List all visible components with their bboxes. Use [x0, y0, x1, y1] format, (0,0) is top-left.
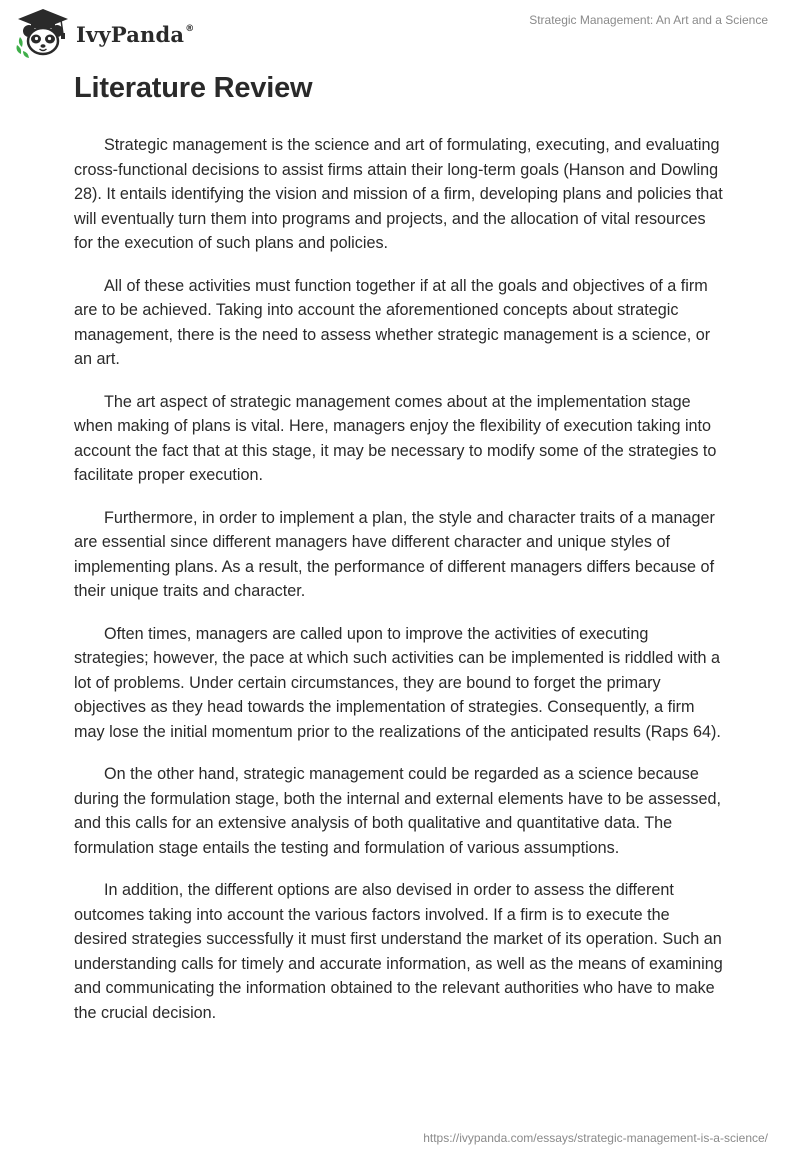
brand-name: IvyPanda®: [76, 21, 195, 47]
brand-logo[interactable]: [14, 7, 194, 61]
paragraph-1: Strategic management is the science and art of formulating, executing, and evaluating cross-functional decisions to assist firms attain their long-term goals (Hanson and Dowling 28). It entails identifying the vision and mission of a firm, developing plans and policies that will eventually turn them into programs and projects, and the allocation of vital resources for the execution of such plans and policies.: [74, 136, 723, 252]
panda-graduate-icon: [14, 7, 72, 61]
source-url-link[interactable]: https://ivypanda.com/essays/strategic-management-is-a-science/: [423, 1131, 768, 1145]
paragraph-2: All of these activities must function together if at all the goals and objectives of a firm are to be achieved. Taking into account the aforementioned concepts about strategic management, there is the need to assess whether strategic management is a science, or an art.: [74, 276, 711, 368]
paragraph-4: Furthermore, in order to implement a plan, the style and character traits of a manager are essential since different managers have different character and unique styles of implementing plans. As a result, the performance of different managers differs because of their unique traits and character.: [74, 508, 715, 600]
paragraph-7: In addition, the different options are also devised in order to assess the different outcomes taking into account the various factors involved. If a firm is to execute the desired strategies successfully it must first understand the market of its operation. Such an understanding calls for timely and accurate information, as well as the means of examining and communicating the information obtained to the relevant authorities who have to make the crucial decision.: [74, 881, 723, 1022]
section-heading: Literature Review: [74, 72, 313, 104]
registered-mark: ®: [185, 23, 195, 34]
page-header: [0, 0, 800, 70]
paragraph-3: The art aspect of strategic management comes about at the implementation stage when making of plans is vital. Here, managers enjoy the flexibility of execution taking into account the fact that at this stage, it may be necessary to modify some of the strategies to facilitate proper execution.: [74, 392, 717, 484]
article-body: [74, 133, 726, 1043]
paragraph-5: Often times, managers are called upon to improve the activities of executing strategies; however, the pace at which such activities can be implemented is riddled with a lot of problems. Under certain circumstances, they are bound to forget the primary objectives as they head towards the implementation of strategies. Consequently, a firm may lose the initial momentum prior to the realizations of the anticipated results (Raps 64).: [74, 624, 721, 741]
paragraph-6: On the other hand, strategic management could be regarded as a science because during the formulation stage, both the internal and external elements have to be assessed, and this calls for an extensive analysis of both qualitative and quantitative data. The formulation stage entails the testing and formulation of various assumptions.: [74, 765, 722, 857]
running-title: Strategic Management: An Art and a Science: [529, 13, 768, 27]
